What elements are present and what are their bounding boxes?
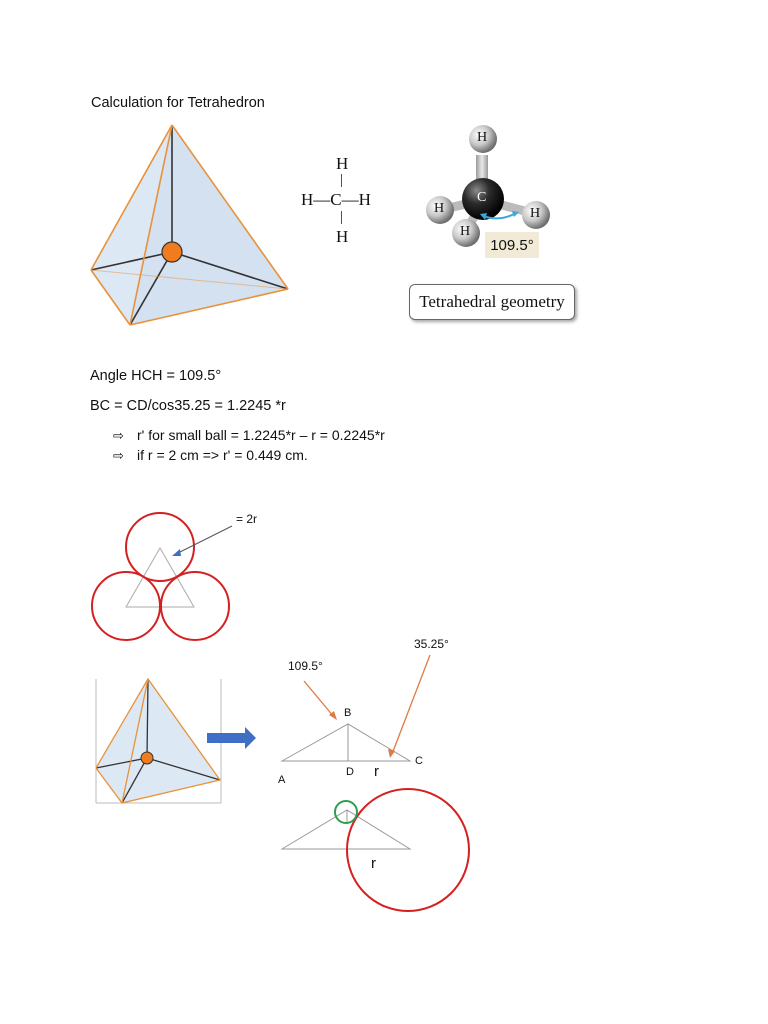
small-green-circle: [335, 801, 357, 823]
label-r-bottom: r: [371, 855, 376, 872]
formula-vbar-top: |: [340, 172, 344, 188]
atom-h-front: H: [460, 224, 471, 239]
bond-angle-label: 109.5°: [485, 232, 539, 258]
atom-h-right: H: [530, 206, 541, 221]
arrow-bullet-icon: ⇨: [113, 448, 124, 463]
tetrahedral-geometry-caption: Tetrahedral geometry: [409, 284, 575, 320]
label-c: C: [415, 755, 423, 767]
atom-h-top: H: [477, 130, 488, 145]
label-r-top: r: [374, 763, 379, 780]
arrow-bullet-icon: ⇨: [113, 428, 124, 443]
label-angle-35: 35.25°: [414, 637, 449, 651]
two-r-label: = 2r: [236, 512, 258, 526]
page-title: Calculation for Tetrahedron: [91, 95, 265, 111]
atom-h-left: H: [434, 201, 445, 216]
label-angle-109: 109.5°: [288, 659, 323, 673]
formula-vbar-bottom: |: [340, 209, 344, 225]
large-red-circle: [347, 789, 469, 911]
formula-top-h: H: [336, 154, 349, 173]
formula-middle: H—C—H: [301, 190, 371, 209]
bullet-r-value: ⇨ if r = 2 cm => r' = 0.449 cm.: [113, 447, 308, 463]
bullet-small-ball: ⇨ r' for small ball = 1.2245*r – r = 0.2245*r: [113, 427, 385, 443]
label-d: D: [346, 766, 354, 778]
formula-bottom-h: H: [336, 227, 349, 246]
label-b: B: [344, 707, 352, 719]
atom-c: C: [477, 190, 487, 205]
label-a: A: [278, 774, 286, 786]
angle-equation: Angle HCH = 109.5°: [90, 368, 222, 384]
bc-equation: BC = CD/cos35.25 = 1.2245 *r: [90, 398, 286, 414]
